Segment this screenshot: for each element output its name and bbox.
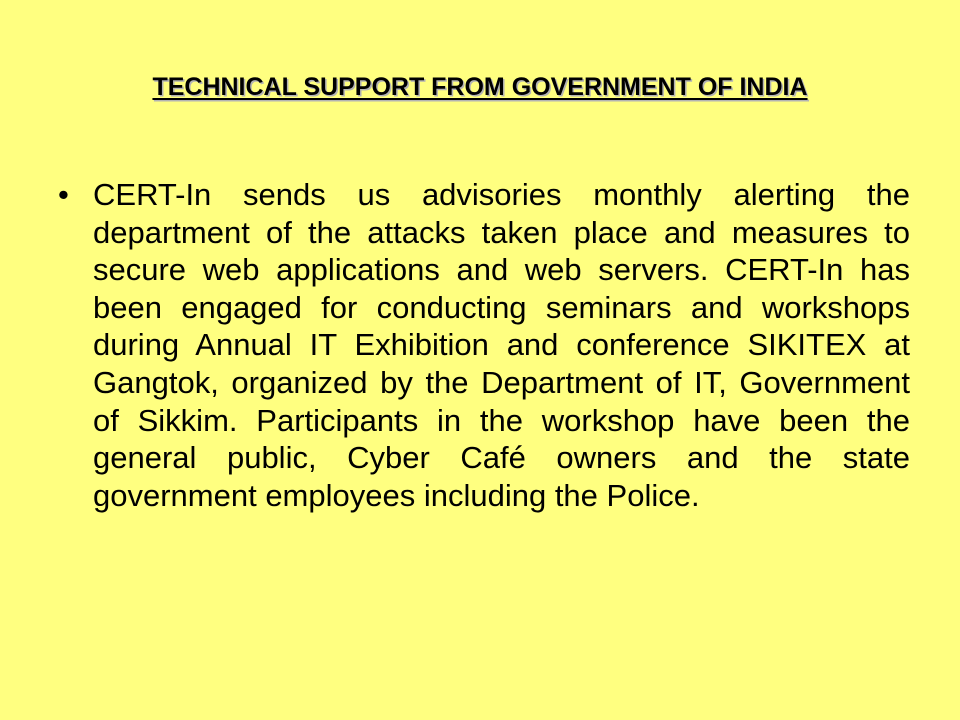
bullet-icon: • <box>58 177 69 212</box>
bullet-text: CERT-In sends us advisories monthly alerting the department of the attacks taken place and measures to secure web applications and web servers. CERT-In has been engaged for conducting seminars and workshops during Annual IT Exhibition and conference SIKITEX at Gangtok, organized by the Department of IT, Government of Sikkim. Participants in the workshop have been the general public, Cyber Café owners and the state government employees including the Police. <box>93 177 910 513</box>
bullet-item <box>58 176 910 514</box>
bullet-list <box>58 176 910 514</box>
slide-title: TECHNICAL SUPPORT FROM GOVERNMENT OF INDIA <box>152 73 808 101</box>
